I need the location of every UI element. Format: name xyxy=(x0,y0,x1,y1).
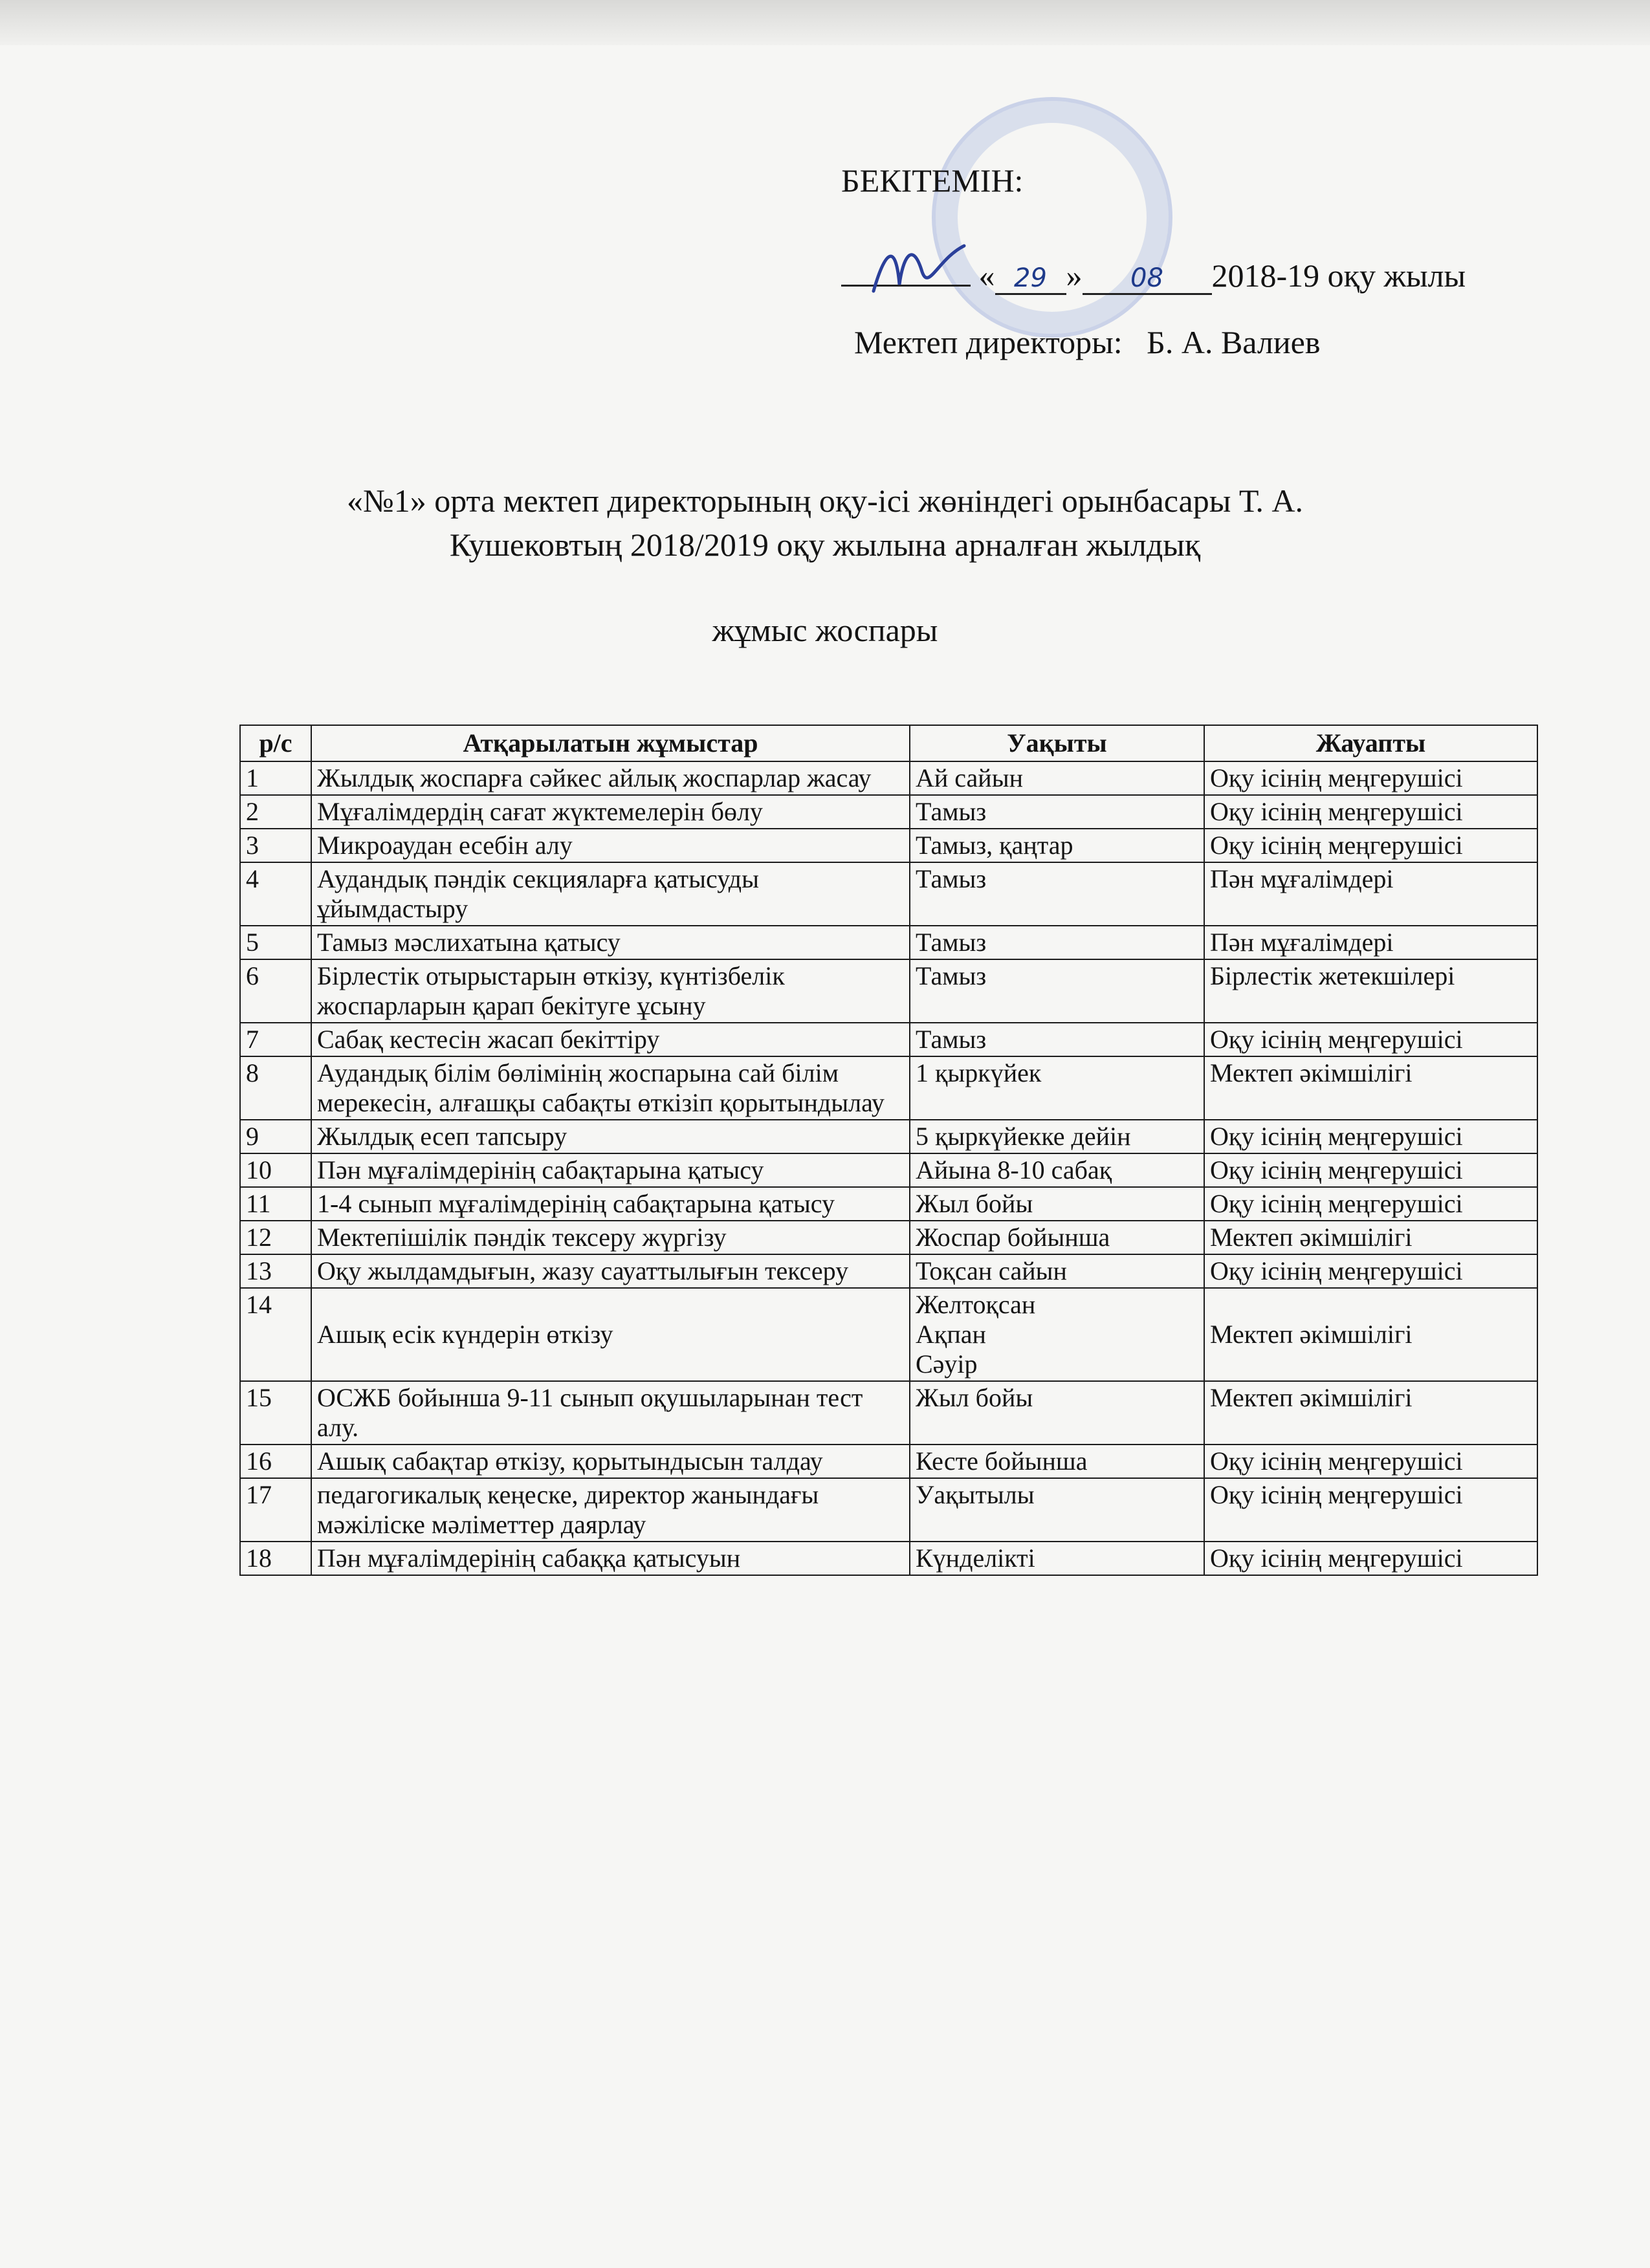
row-resp: Оқу ісінің меңгерушісі xyxy=(1204,1187,1537,1221)
table-row xyxy=(240,795,1537,829)
row-num: 4 xyxy=(240,862,311,926)
row-resp: Оқу ісінің меңгерушісі xyxy=(1204,1445,1537,1478)
table-row xyxy=(240,761,1537,795)
row-time: Жоспар бойынша xyxy=(910,1221,1204,1254)
row-num: 6 xyxy=(240,959,311,1023)
table-row xyxy=(240,1056,1537,1120)
title-line-1: «№1» орта мектеп директорының оқу-ісі жөніндегі орынбасары Т. А. xyxy=(346,483,1303,519)
row-time-line: Ақпан xyxy=(916,1320,986,1349)
row-time: Айына 8-10 сабақ xyxy=(910,1153,1204,1187)
row-resp: Оқу ісінің меңгерушісі xyxy=(1204,1120,1537,1153)
row-time-line: Желтоқсан xyxy=(916,1290,1036,1319)
row-resp: Мектеп әкімшілігі xyxy=(1204,1288,1537,1381)
row-task: Пән мұғалімдерінің сабақтарына қатысу xyxy=(311,1153,910,1187)
approval-month: 08 xyxy=(1083,263,1212,295)
row-time: Күнделікті xyxy=(910,1542,1204,1575)
row-time: Тамыз xyxy=(910,862,1204,926)
director-name: Б. А. Валиев xyxy=(1147,324,1321,360)
row-time: Кесте бойынша xyxy=(910,1445,1204,1478)
row-num: 7 xyxy=(240,1023,311,1056)
date-open-quote: « xyxy=(978,257,995,294)
director-label: Мектеп директоры: xyxy=(854,324,1123,360)
row-num: 12 xyxy=(240,1221,311,1254)
row-num: 5 xyxy=(240,926,311,959)
row-task: Аудандық білім бөлімінің жоспарына сай білім мерекесін, алғашқы сабақты өткізіп қорытындылау xyxy=(311,1056,910,1120)
table-row xyxy=(240,1120,1537,1153)
row-task: Мектепішілік пәндік тексеру жүргізу xyxy=(311,1221,910,1254)
row-task: Мұғалімдердің сағат жүктемелерін бөлу xyxy=(311,795,910,829)
row-resp: Оқу ісінің меңгерушісі xyxy=(1204,1542,1537,1575)
row-num: 14 xyxy=(240,1288,311,1381)
row-num: 2 xyxy=(240,795,311,829)
row-num: 10 xyxy=(240,1153,311,1187)
row-num: 16 xyxy=(240,1445,311,1478)
table-row xyxy=(240,1153,1537,1187)
row-time: Уақытылы xyxy=(910,1478,1204,1542)
row-num: 18 xyxy=(240,1542,311,1575)
row-time: Тамыз xyxy=(910,795,1204,829)
row-task: Ашық сабақтар өткізу, қорытындысын талдау xyxy=(311,1445,910,1478)
table-row xyxy=(240,1542,1537,1575)
director-signature xyxy=(867,233,971,311)
row-task: Микроаудан есебін алу xyxy=(311,829,910,862)
row-task: ОСЖБ бойынша 9-11 сынып оқушыларынан тест алу. xyxy=(311,1381,910,1445)
table-row xyxy=(240,829,1537,862)
table-row xyxy=(240,1478,1537,1542)
row-resp: Пән мұғалімдері xyxy=(1204,862,1537,926)
document-title xyxy=(129,479,1521,567)
table-row xyxy=(240,1381,1537,1445)
row-time-line: Сәуір xyxy=(916,1349,978,1379)
row-time: Тамыз, қаңтар xyxy=(910,829,1204,862)
row-num: 11 xyxy=(240,1187,311,1221)
row-time: Ай сайын xyxy=(910,761,1204,795)
table-header-row xyxy=(240,725,1537,761)
row-num: 13 xyxy=(240,1254,311,1288)
row-time xyxy=(910,1288,1204,1381)
row-resp: Оқу ісінің меңгерушісі xyxy=(1204,795,1537,829)
table-row xyxy=(240,1288,1537,1381)
table-row xyxy=(240,1221,1537,1254)
row-time: Тоқсан сайын xyxy=(910,1254,1204,1288)
row-task: Жылдық жоспарға сәйкес айлық жоспарлар жасау xyxy=(311,761,910,795)
row-task: Ашық есік күндерін өткізу xyxy=(311,1288,910,1381)
row-time: Жыл бойы xyxy=(910,1187,1204,1221)
row-resp: Пән мұғалімдері xyxy=(1204,926,1537,959)
row-task: Сабақ кестесін жасап бекіттіру xyxy=(311,1023,910,1056)
row-time: 1 қыркүйек xyxy=(910,1056,1204,1120)
row-time: 5 қыркүйекке дейін xyxy=(910,1120,1204,1153)
row-task: Аудандық пәндік секцияларға қатысуды ұйымдастыру xyxy=(311,862,910,926)
table-row xyxy=(240,959,1537,1023)
table-row xyxy=(240,862,1537,926)
row-resp: Оқу ісінің меңгерушісі xyxy=(1204,1478,1537,1542)
table-row xyxy=(240,1023,1537,1056)
table-row xyxy=(240,926,1537,959)
row-task: 1-4 сынып мұғалімдерінің сабақтарына қатысу xyxy=(311,1187,910,1221)
date-close-quote: » xyxy=(1066,257,1083,294)
table-row xyxy=(240,1445,1537,1478)
table-row xyxy=(240,1187,1537,1221)
row-task: Бірлестік отырыстарын өткізу, күнтізбелік жоспарларын қарап бекітуге ұсыну xyxy=(311,959,910,1023)
scan-top-edge xyxy=(0,0,1650,45)
row-num: 17 xyxy=(240,1478,311,1542)
row-time: Тамыз xyxy=(910,959,1204,1023)
row-time: Жыл бойы xyxy=(910,1381,1204,1445)
row-resp: Мектеп әкімшілігі xyxy=(1204,1381,1537,1445)
row-resp: Оқу ісінің меңгерушісі xyxy=(1204,1153,1537,1187)
row-resp: Мектеп әкімшілігі xyxy=(1204,1221,1537,1254)
work-plan-table xyxy=(239,725,1538,1576)
header-num: р/с xyxy=(240,725,311,761)
row-resp: Оқу ісінің меңгерушісі xyxy=(1204,829,1537,862)
row-resp: Оқу ісінің меңгерушісі xyxy=(1204,761,1537,795)
row-num: 9 xyxy=(240,1120,311,1153)
row-resp: Оқу ісінің меңгерушісі xyxy=(1204,1023,1537,1056)
director-line xyxy=(854,323,1320,361)
approval-year: 2018-19 оқу жылы xyxy=(1211,257,1466,294)
row-num: 3 xyxy=(240,829,311,862)
row-resp: Оқу ісінің меңгерушісі xyxy=(1204,1254,1537,1288)
header-task: Атқарылатын жұмыстар xyxy=(311,725,910,761)
table-row xyxy=(240,1254,1537,1288)
row-resp: Бірлестік жетекшілері xyxy=(1204,959,1537,1023)
row-num: 15 xyxy=(240,1381,311,1445)
approval-title: БЕКІТЕМІН: xyxy=(841,162,1024,199)
header-time: Уақыты xyxy=(910,725,1204,761)
title-line-2: Кушековтың 2018/2019 оқу жылына арналған жылдық xyxy=(449,527,1201,563)
row-resp: Мектеп әкімшілігі xyxy=(1204,1056,1537,1120)
row-task: Оқу жылдамдығын, жазу сауаттылығын тексеру xyxy=(311,1254,910,1288)
row-task: педагогикалық кеңеске, директор жанындағы мәжіліске мәліметтер даярлау xyxy=(311,1478,910,1542)
row-num: 8 xyxy=(240,1056,311,1120)
approval-day: 29 xyxy=(995,263,1066,295)
document-subtitle: жұмыс жоспары xyxy=(712,612,938,648)
row-time: Тамыз xyxy=(910,926,1204,959)
row-task: Пән мұғалімдерінің сабаққа қатысуын xyxy=(311,1542,910,1575)
row-task: Жылдық есеп тапсыру xyxy=(311,1120,910,1153)
row-task: Тамыз мәслихатына қатысу xyxy=(311,926,910,959)
row-num: 1 xyxy=(240,761,311,795)
header-resp: Жауапты xyxy=(1204,725,1537,761)
row-time: Тамыз xyxy=(910,1023,1204,1056)
